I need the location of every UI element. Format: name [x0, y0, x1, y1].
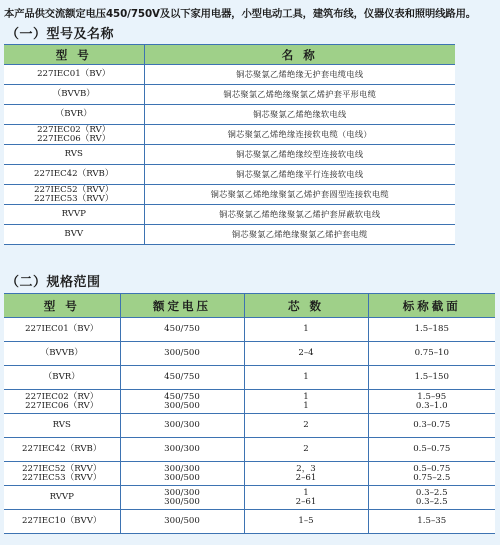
- voltage-cell: 300/500: [120, 342, 244, 366]
- table-row: [4, 125, 455, 145]
- voltage-cell: 450/750: [120, 366, 244, 390]
- model-cell: 227IEC42（RVB）: [4, 438, 120, 462]
- name-cell: 铜芯聚氯乙烯绝缘无护套电缆电线: [144, 65, 455, 85]
- name-cell: 铜芯聚氯乙烯绝缘聚氯乙烯护套电缆: [144, 225, 455, 245]
- header-cross-section: 标称截面: [368, 294, 495, 318]
- voltage-cell: 450/750: [120, 318, 244, 342]
- specs-table: [4, 293, 495, 534]
- models-table: [4, 44, 455, 245]
- model-cell: （BVR）: [4, 366, 120, 390]
- cores-cell: 2–4: [244, 342, 368, 366]
- table-row: [4, 165, 455, 185]
- model-cell: 227IEC42（RVB）: [4, 165, 144, 185]
- model-cell: 227IEC10（BVV）: [4, 510, 120, 534]
- header-cores: 芯 数: [244, 294, 368, 318]
- table-row: [4, 85, 455, 105]
- table-row: [4, 414, 495, 438]
- model-cell: （BVVB）: [4, 85, 144, 105]
- table-row: [4, 105, 455, 125]
- cross-section-cell: 0.3–0.75: [368, 414, 495, 438]
- voltage-cell: 450/750 300/500: [120, 390, 244, 414]
- table-row: [4, 205, 455, 225]
- models-table-header: [4, 45, 455, 65]
- name-cell: 铜芯聚氯乙烯绝缘聚氯乙烯护套圆型连接软电缆: [144, 185, 455, 205]
- cross-section-cell: 1.5–150: [368, 366, 495, 390]
- cores-cell: 2: [244, 438, 368, 462]
- header-voltage: 额定电压: [120, 294, 244, 318]
- table-row: [4, 145, 455, 165]
- model-cell: RVVP: [4, 205, 144, 225]
- name-cell: 铜芯聚氯乙烯绝缘聚氯乙烯护套平形电缆: [144, 85, 455, 105]
- table-row: [4, 438, 495, 462]
- model-cell: 227IEC02（RV） 227IEC06（RV）: [4, 125, 144, 145]
- cross-section-cell: 1.5–185: [368, 318, 495, 342]
- table-row: [4, 462, 495, 486]
- cores-cell: 1–5: [244, 510, 368, 534]
- voltage-cell: 300/300 300/500: [120, 462, 244, 486]
- cross-section-cell: 1.5–35: [368, 510, 495, 534]
- intro-text: 本产品供交流额定电压450/750V及以下家用电器，小型电动工具，建筑布线，仪器仪表和照明线路用。: [4, 8, 476, 20]
- header-model: 型 号: [4, 294, 120, 318]
- cross-section-cell: 0.3–2.5 0.3–2.5: [368, 486, 495, 510]
- model-cell: 227IEC52（RVV） 227IEC53（RVV）: [4, 462, 120, 486]
- model-cell: （BVVB）: [4, 342, 120, 366]
- header-model: 型 号: [4, 45, 144, 65]
- voltage-cell: 300/300 300/500: [120, 486, 244, 510]
- model-cell: RVS: [4, 414, 120, 438]
- voltage-cell: 300/300: [120, 414, 244, 438]
- table-row: [4, 510, 495, 534]
- cores-cell: 1 1: [244, 390, 368, 414]
- section-title-models: （一）型号及名称: [6, 27, 115, 42]
- voltage-cell: 300/500: [120, 510, 244, 534]
- cores-cell: 2，3 2–61: [244, 462, 368, 486]
- specs-table-header: [4, 294, 495, 318]
- cross-section-cell: 0.75–10: [368, 342, 495, 366]
- model-cell: 227IEC02（RV） 227IEC06（RV）: [4, 390, 120, 414]
- header-name: 名 称: [144, 45, 455, 65]
- name-cell: 铜芯聚氯乙烯绝缘绞型连接软电线: [144, 145, 455, 165]
- model-cell: RVS: [4, 145, 144, 165]
- name-cell: 铜芯聚氯乙烯绝缘聚氯乙烯护套屏蔽软电线: [144, 205, 455, 225]
- model-cell: 227IEC01（BV）: [4, 65, 144, 85]
- table-row: [4, 342, 495, 366]
- table-row: [4, 390, 495, 414]
- cores-cell: 1: [244, 366, 368, 390]
- cross-section-cell: 1.5–95 0.3–1.0: [368, 390, 495, 414]
- section-title-specs: （二）规格范围: [6, 275, 101, 290]
- name-cell: 铜芯聚氯乙烯绝缘平行连接软电线: [144, 165, 455, 185]
- model-cell: RVVP: [4, 486, 120, 510]
- model-cell: 227IEC52（RVV） 227IEC53（RVV）: [4, 185, 144, 205]
- name-cell: 铜芯聚氯乙烯绝缘软电线: [144, 105, 455, 125]
- name-cell: 铜芯聚氯乙烯绝缘连接软电缆（电线）: [144, 125, 455, 145]
- cores-cell: 2: [244, 414, 368, 438]
- model-cell: 227IEC01（BV）: [4, 318, 120, 342]
- table-row: [4, 366, 495, 390]
- table-row: [4, 225, 455, 245]
- table-row: [4, 65, 455, 85]
- cross-section-cell: 0.5–0.75 0.75–2.5: [368, 462, 495, 486]
- model-cell: BVV: [4, 225, 144, 245]
- model-cell: （BVR）: [4, 105, 144, 125]
- cross-section-cell: 0.5–0.75: [368, 438, 495, 462]
- table-row: [4, 185, 455, 205]
- table-row: [4, 318, 495, 342]
- cores-cell: 1: [244, 318, 368, 342]
- voltage-cell: 300/300: [120, 438, 244, 462]
- table-row: [4, 486, 495, 510]
- cores-cell: 1 2–61: [244, 486, 368, 510]
